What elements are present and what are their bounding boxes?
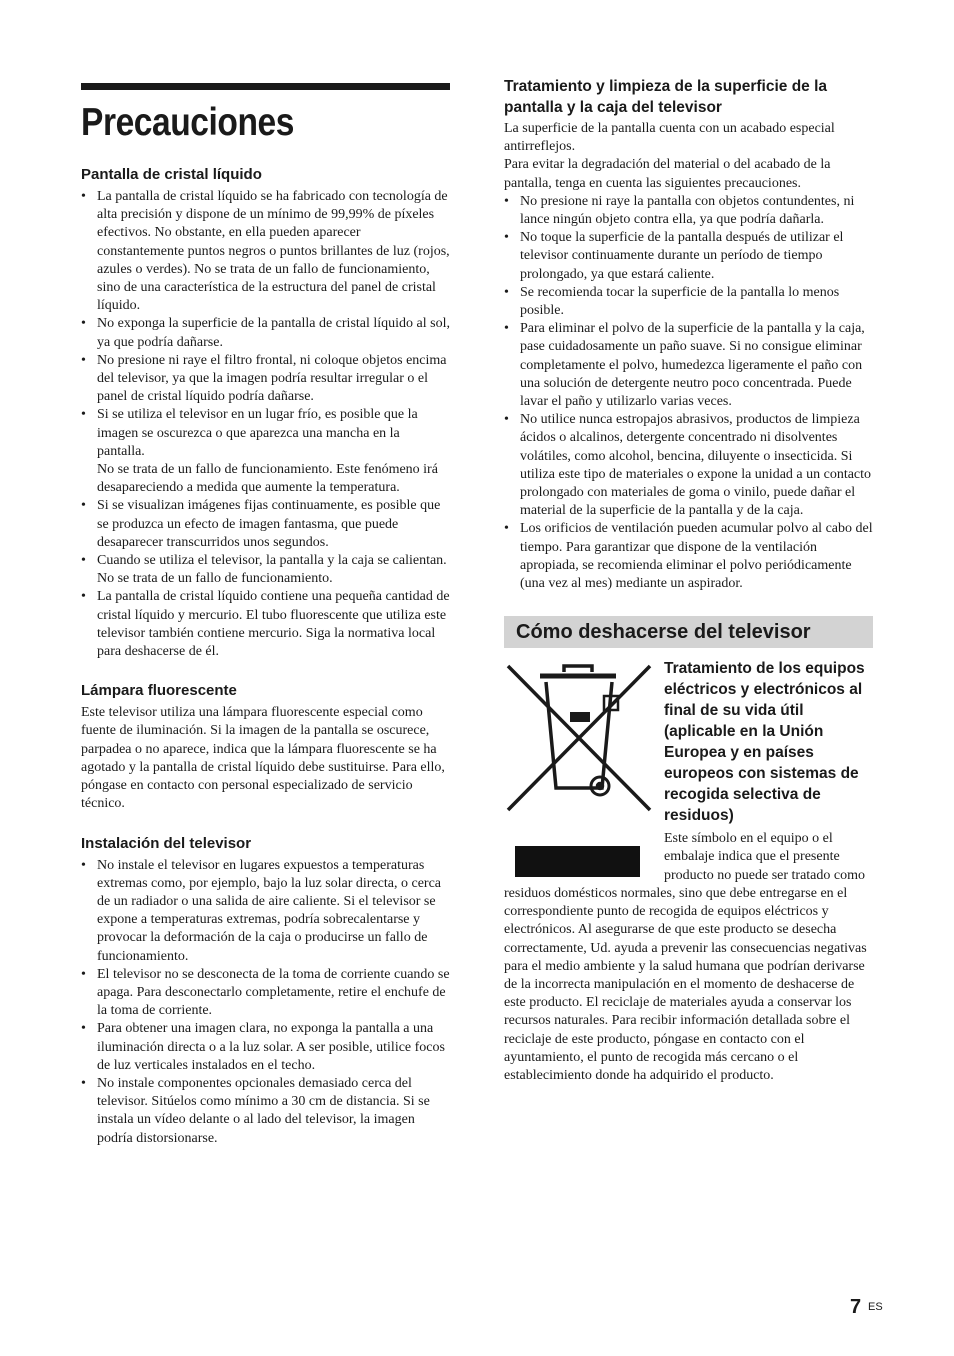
cleaning-heading: Tratamiento y limpieza de la superficie de la pantalla y la caja del televisor bbox=[504, 78, 828, 116]
list-item: • El televisor no se desconecta de la toma de corriente cuando se apaga. Para desconectarlo completamente, retire el enchufe de la toma de corriente. bbox=[81, 966, 450, 1021]
list-item: • Se recomienda tocar la superficie de la pantalla lo menos posible. bbox=[504, 284, 873, 320]
list-item: • Para eliminar el polvo de la superficie de la pantalla y la caja, pase cuidadosamente un paño suave. Si no consigue eliminar completamente el polvo, humedezca ligeramente el paño con una solución de detergente neutro poco concentrada. Puede lavar el paño y utilizarlo varias veces. bbox=[504, 320, 873, 411]
cleaning-intro-2: Para evitar la degradación del material o del acabado de la pantalla, tenga en cuenta las siguientes precauciones. bbox=[504, 157, 831, 191]
page-title: Precauciones bbox=[81, 101, 294, 144]
list-item: • No utilice nunca estropajos abrasivos, productos de limpieza ácidos o alcalinos, detergente concentrado ni disolventes volátiles, como alcohol, bencina, diluyente o insecticida. Si utiliza este tipo de materiales o expone la unidad a un contacto prolongado con materiales de goma o vinilo, puede dañar el material de la superficie de la pantalla y de la caja. bbox=[504, 411, 873, 520]
list-item bbox=[81, 406, 450, 497]
list-item: • Para obtener una imagen clara, no exponga la pantalla a una iluminación directa o a la luz solar. A ser posible, utilice focos de luz verticales instalados en el techo. bbox=[81, 1020, 450, 1075]
fluorescent-lamp-text: Este televisor utiliza una lámpara fluorescente especial como fuente de iluminación. Si la imagen de la pantalla se oscurece, parpadea o no aparece, indica que la lámpara fluorescente se ha agotado y la pantalla de cristal líquido debe sustituirse. Para ello, póngase en contacto con personal especializado de servicio técnico. bbox=[81, 705, 445, 812]
list-item: • No toque la superficie de la pantalla después de utilizar el televisor continuamente durante un período de tiempo prolongado, ya que estará caliente. bbox=[504, 229, 873, 284]
list-item: • No instale componentes opcionales demasiado cerca del televisor. Sitúelos como mínimo a 30 cm de distancia. Si se instala un vídeo delante o al lado del televisor, la imagen podría distorsionarse. bbox=[81, 1075, 450, 1148]
list-item-text: Si se utiliza el televisor en un lugar frío, es posible que la imagen se oscurezca o que aparezca una mancha en la pantalla. bbox=[97, 407, 418, 459]
lcd-screen-heading: Pantalla de cristal líquido bbox=[81, 166, 262, 183]
list-item: • No presione ni raye la pantalla con objetos contundentes, ni lance ningún objeto contra ella, ya que podría dañarla. bbox=[504, 193, 873, 229]
list-item: • Cuando se utiliza el televisor, la pantalla y la caja se calientan. No se trata de un fallo de funcionamiento. bbox=[81, 552, 450, 588]
list-item: • No presione ni raye el filtro frontal, ni coloque objetos encima del televisor, ya que la imagen podría resultar irregular o el panel de cristal líquido podría dañarse. bbox=[81, 352, 450, 407]
weee-heading: Tratamiento de los equipos eléctricos y electrónicos al final de su vida útil (aplicable en la Unión Europea y en países europeos con sistemas de recogida selectiva de residuos) bbox=[664, 660, 865, 825]
weee-text: Este símbolo en el equipo o el embalaje indica que el presente producto no puede ser tratado como residuos domésticos normales, sino que debe entregarse en el correspondiente punto de recogida de equipos eléctricos y electrónicos. Al asegurarse de que este producto se desecha correctamente, Ud. ayuda a prevenir las consecuencias negativas para el medio ambiente y la salud humana que podrían derivarse de la incorrecta manipulación en el momento de deshacerse de este producto. El reciclaje de materiales ayuda a conservar los recursos naturales. Para recibir información detallada sobre el reciclaje de este producto, póngase en contacto con el ayuntamiento, el punto de recogida más cercano o el establecimiento donde ha adquirido el producto. bbox=[504, 831, 867, 1083]
weee-block bbox=[504, 658, 873, 1085]
weee-crossed-bin-icon bbox=[504, 658, 656, 880]
installation-list bbox=[81, 857, 450, 1148]
disposal-section-title: Cómo deshacerse del televisor bbox=[516, 620, 811, 643]
fluorescent-lamp-heading: Lámpara fluorescente bbox=[81, 682, 237, 700]
list-item: • Si se visualizan imágenes fijas continuamente, es posible que se produzca un efecto de imagen fantasma, que puede desaparecer transcurridos unos segundos. bbox=[81, 497, 450, 552]
page-number: 7 bbox=[850, 1296, 862, 1318]
title-rule bbox=[81, 83, 450, 90]
right-column bbox=[504, 76, 873, 1085]
lcd-screen-list bbox=[81, 188, 450, 661]
list-item: • No instale el televisor en lugares expuestos a temperaturas extremas como, por ejemplo, bajo la luz solar directa, o cerca de un radiador o una salida de aire caliente. Si el televisor se expone a temperaturas extremas, podría sobrecalentarse y provocar la deformación de la caja o producirse un fallo de funcionamiento. bbox=[81, 857, 450, 966]
page-language: ES bbox=[868, 1301, 883, 1313]
cleaning-list bbox=[504, 193, 873, 593]
list-item: • No exponga la superficie de la pantalla de cristal líquido al sol, ya que podría dañarse. bbox=[81, 315, 450, 351]
list-item-extra: No se trata de un fallo de funcionamiento. Este fenómeno irá desapareciendo a medida que aumente la temperatura. bbox=[97, 462, 438, 496]
left-column bbox=[81, 83, 450, 1148]
cleaning-intro-1: La superficie de la pantalla cuenta con un acabado especial antirreflejos. bbox=[504, 121, 835, 155]
list-item: • La pantalla de cristal líquido contiene una pequeña cantidad de cristal líquido y mercurio. El tubo fluorescente que utiliza este televisor también contiene mercurio. Siga la normativa local para deshacerse de él. bbox=[81, 588, 450, 661]
list-item: • La pantalla de cristal líquido se ha fabricado con tecnología de alta precisión y dispone de un mínimo de 99,99% de píxeles efectivos. No obstante, en ella pueden aparecer constantemente puntos negros o puntos brillantes de luz (rojos, azules o verdes). No se trata de un fallo de funcionamiento, sino de una característica de la estructura del panel de cristal líquido. bbox=[81, 188, 450, 315]
list-item: • Los orificios de ventilación pueden acumular polvo al cabo del tiempo. Para garantizar que dispone de la ventilación apropiada, se recomienda eliminar el polvo periódicamente (una vez al mes) mediante un aspirador. bbox=[504, 520, 873, 593]
installation-heading: Instalación del televisor bbox=[81, 834, 252, 852]
disposal-section-band bbox=[504, 616, 873, 648]
